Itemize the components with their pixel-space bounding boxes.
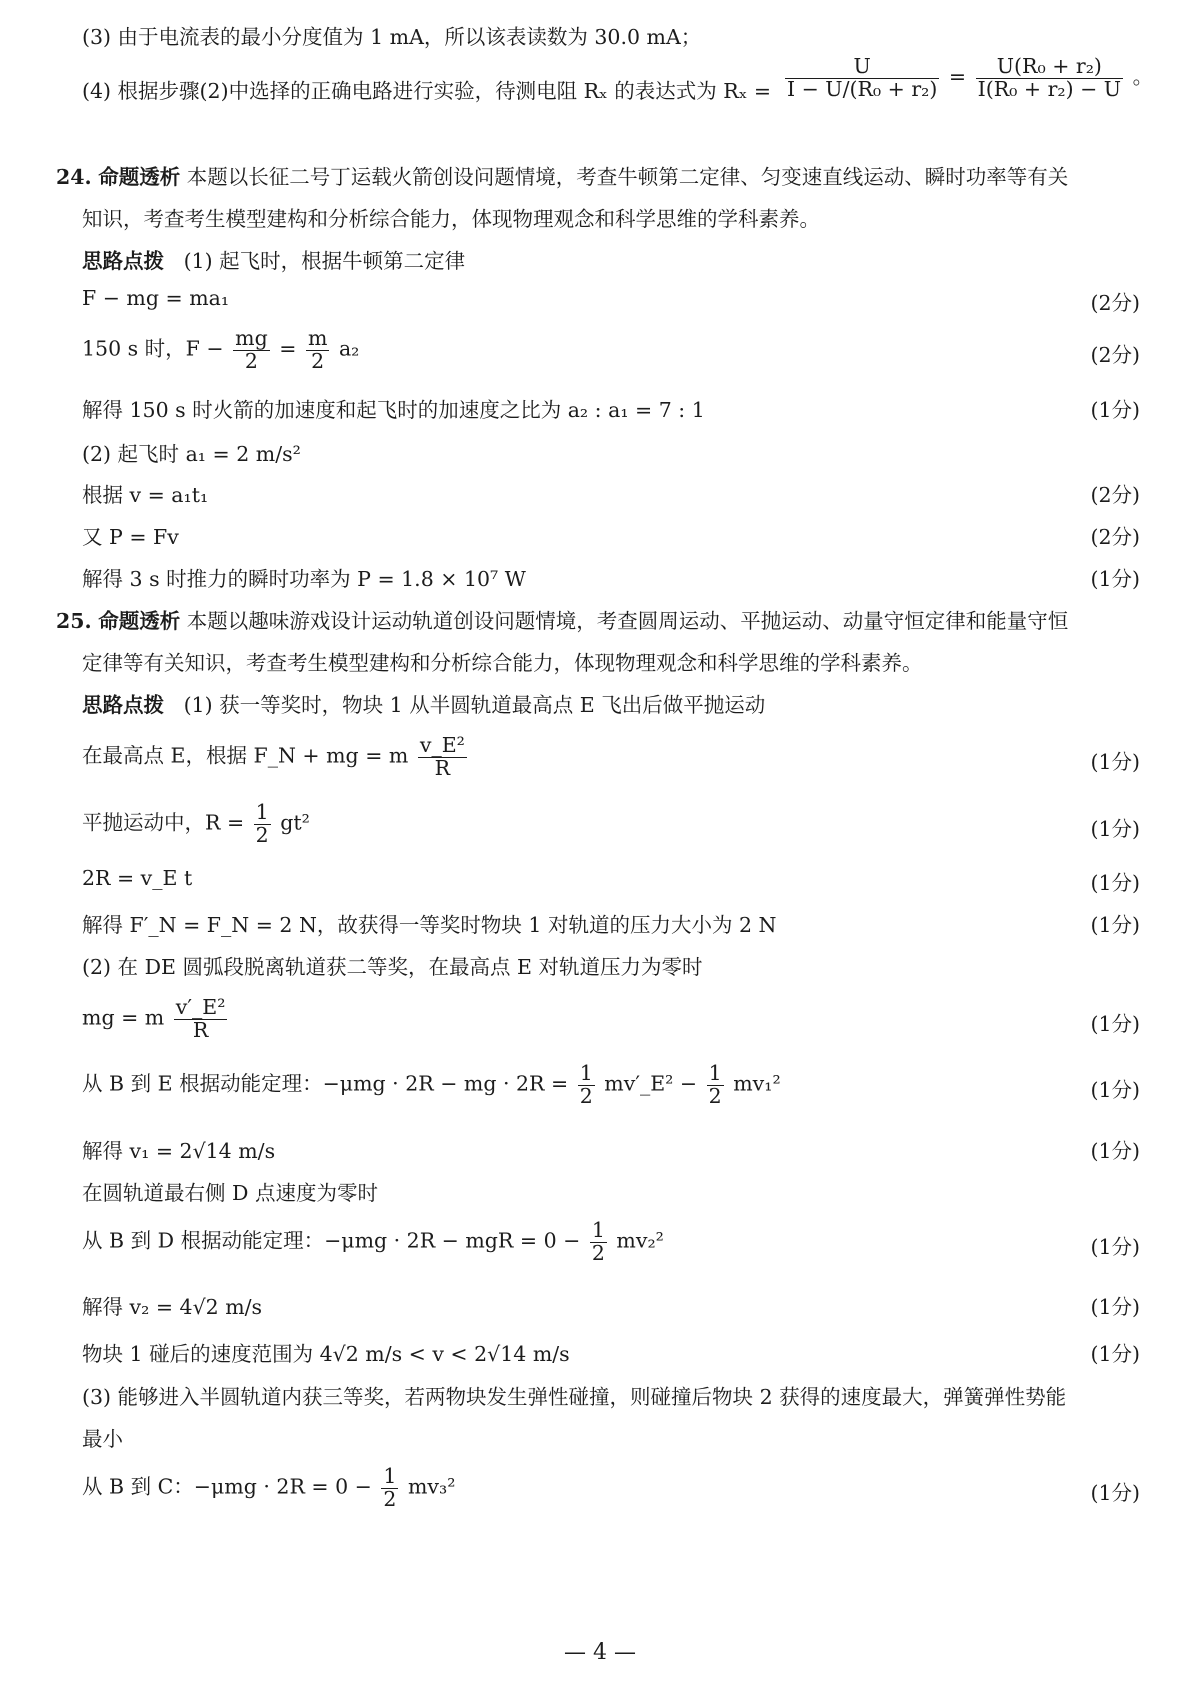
points-label: (2分) xyxy=(1090,343,1140,367)
fraction xyxy=(174,997,228,1041)
points-label: (1分) xyxy=(1090,1012,1140,1036)
numerator: v′_E² xyxy=(175,995,226,1019)
numerator: 1 xyxy=(579,1061,593,1085)
line-text: (3) 由于电流表的最小分度值为 1 mA，所以该表读数为 30.0 mA； xyxy=(82,25,702,49)
page-number: — 4 — xyxy=(564,1640,636,1665)
equation-prefix: 150 s 时，F − xyxy=(82,336,224,361)
fraction xyxy=(381,1466,398,1510)
line-end: 。 xyxy=(1132,64,1154,89)
equation-suffix: a₂ xyxy=(338,336,360,361)
section-label: 命题透析 xyxy=(98,609,181,633)
numerator: v_E² xyxy=(419,733,465,757)
fraction xyxy=(590,1220,607,1264)
points-label: (1分) xyxy=(1090,1139,1140,1163)
equals-sign: = xyxy=(279,336,297,361)
question-number: 25. xyxy=(56,609,92,633)
hint-text: (1) 起飞时，根据牛顿第二定律 xyxy=(183,249,466,273)
equation-suffix: mv₃² xyxy=(407,1474,456,1499)
points-label: (1分) xyxy=(1090,1481,1140,1505)
fraction xyxy=(707,1063,724,1107)
equation-prefix: 从 B 到 E 根据动能定理：−μmg · 2R − mg · 2R = xyxy=(82,1071,569,1096)
points-label: (1分) xyxy=(1090,398,1140,422)
numerator: 1 xyxy=(383,1464,397,1488)
points-label: (1分) xyxy=(1090,871,1140,895)
numerator: U(R₀ + r₂) xyxy=(976,56,1123,79)
equation xyxy=(82,735,470,779)
line-text: 最小 xyxy=(82,1427,123,1451)
denominator: 2 xyxy=(579,1083,593,1108)
question-number: 24. xyxy=(56,165,92,189)
equation-middle: mv′_E² − xyxy=(604,1071,698,1096)
equation: 又 P = Fv xyxy=(82,525,179,549)
line-text xyxy=(82,688,765,718)
denominator: R xyxy=(434,755,451,780)
equation-prefix: mg = m xyxy=(82,1005,165,1030)
denominator: I − U/(R₀ + r₂) xyxy=(787,76,938,101)
fraction xyxy=(233,328,270,372)
equation: 解得 3 s 时推力的瞬时功率为 P = 1.8 × 10⁷ W xyxy=(82,567,526,591)
equation xyxy=(82,1220,664,1264)
points-label: (2分) xyxy=(1090,291,1140,315)
points-label: (1分) xyxy=(1090,913,1140,937)
points-label: (1分) xyxy=(1090,817,1140,841)
points-label: (1分) xyxy=(1090,1295,1140,1319)
equation-prefix: 从 B 到 C：−μmg · 2R = 0 − xyxy=(82,1474,372,1499)
question-25-header xyxy=(56,604,1068,634)
points-label: (1分) xyxy=(1090,1235,1140,1259)
line-text: (2) 在 DE 圆弧段脱离轨道获二等奖，在最高点 E 对轨道压力为零时 xyxy=(82,955,703,979)
points-label: (2分) xyxy=(1090,525,1140,549)
line-text: (3) 能够进入半圆轨道内获三等奖，若两物块发生弹性碰撞，则碰撞后物块 2 获得的速度最大，弹簧弹性势能 xyxy=(82,1385,1067,1409)
equation: 解得 v₁ = 2√14 m/s xyxy=(82,1139,276,1163)
section-text: 本题以趣味游戏设计运动轨道创设问题情境，考查圆周运动、平抛运动、动量守恒定律和能量守恒 xyxy=(186,609,1069,633)
numerator: 1 xyxy=(255,800,269,824)
equation: (2) 起飞时 a₁ = 2 m/s² xyxy=(82,442,301,466)
equation: 解得 F′_N = F_N = 2 N，故获得一等奖时物块 1 对轨道的压力大小为 2 N xyxy=(82,913,777,937)
question-24-header xyxy=(56,160,1068,190)
equation xyxy=(82,1063,781,1107)
line-text: 定律等有关知识，考查考生模型建构和分析综合能力，体现物理观念和科学思维的学科素养。 xyxy=(82,651,923,675)
fraction xyxy=(418,735,467,779)
points-label: (1分) xyxy=(1090,1342,1140,1366)
denominator: I(R₀ + r₂) − U xyxy=(977,76,1122,101)
equation xyxy=(82,328,359,372)
fraction xyxy=(785,56,939,100)
line-text: 在圆轨道最右侧 D 点速度为零时 xyxy=(82,1181,378,1205)
points-label: (1分) xyxy=(1090,750,1140,774)
equation-prefix: 在最高点 E，根据 F_N + mg = m xyxy=(82,743,409,768)
equation: 物块 1 碰后的速度范围为 4√2 m/s < v < 2√14 m/s xyxy=(82,1342,570,1366)
equation xyxy=(82,802,310,846)
equation xyxy=(82,1466,455,1510)
fraction xyxy=(976,56,1123,100)
denominator: 2 xyxy=(708,1083,722,1108)
equals-sign: = xyxy=(948,64,967,89)
denominator: 2 xyxy=(311,348,325,373)
denominator: 2 xyxy=(383,1486,397,1511)
section-label: 命题透析 xyxy=(98,165,181,189)
fraction xyxy=(254,802,271,846)
denominator: 2 xyxy=(255,822,269,847)
points-label: (2分) xyxy=(1090,483,1140,507)
numerator: mg xyxy=(235,326,268,350)
equation: F − mg = ma₁ xyxy=(82,286,230,310)
line-text xyxy=(82,244,465,274)
numerator: 1 xyxy=(708,1061,722,1085)
formula-group xyxy=(782,56,1153,100)
equation-suffix: mv₂² xyxy=(616,1228,664,1253)
equation-suffix: mv₁² xyxy=(733,1071,781,1096)
equation-prefix: 平抛运动中，R = xyxy=(82,810,245,835)
hint-text: (1) 获一等奖时，物块 1 从半圆轨道最高点 E 飞出后做平抛运动 xyxy=(183,693,766,717)
points-label: (1分) xyxy=(1090,1078,1140,1102)
fraction xyxy=(578,1063,595,1107)
points-label: (1分) xyxy=(1090,567,1140,591)
line-text: (4) 根据步骤(2)中选择的正确电路进行实验，待测电阻 Rₓ 的表达式为 Rₓ = xyxy=(82,79,772,103)
equation-prefix: 从 B 到 D 根据动能定理：−μmg · 2R − mgR = 0 − xyxy=(82,1228,581,1253)
numerator: m xyxy=(307,326,328,350)
line-text: 知识，考查考生模型建构和分析综合能力，体现物理观念和科学思维的学科素养。 xyxy=(82,207,820,231)
equation: 2R = v_E t xyxy=(82,866,193,890)
numerator: 1 xyxy=(591,1218,605,1242)
hint-label: 思路点拨 xyxy=(82,693,164,717)
equation-suffix: gt² xyxy=(280,810,310,835)
denominator: 2 xyxy=(591,1240,605,1265)
equation: 解得 v₂ = 4√2 m/s xyxy=(82,1295,263,1319)
hint-label: 思路点拨 xyxy=(82,249,164,273)
denominator: 2 xyxy=(244,348,258,373)
denominator: R xyxy=(192,1017,209,1042)
numerator: U xyxy=(785,56,939,79)
section-text: 本题以长征二号丁运载火箭创设问题情境，考查牛顿第二定律、匀变速直线运动、瞬时功率等有关 xyxy=(186,165,1069,189)
equation xyxy=(82,997,230,1041)
equation: 根据 v = a₁t₁ xyxy=(82,483,209,507)
fraction xyxy=(306,328,329,372)
equation: 解得 150 s 时火箭的加速度和起飞时的加速度之比为 a₂ : a₁ = 7 : 1 xyxy=(82,398,705,422)
